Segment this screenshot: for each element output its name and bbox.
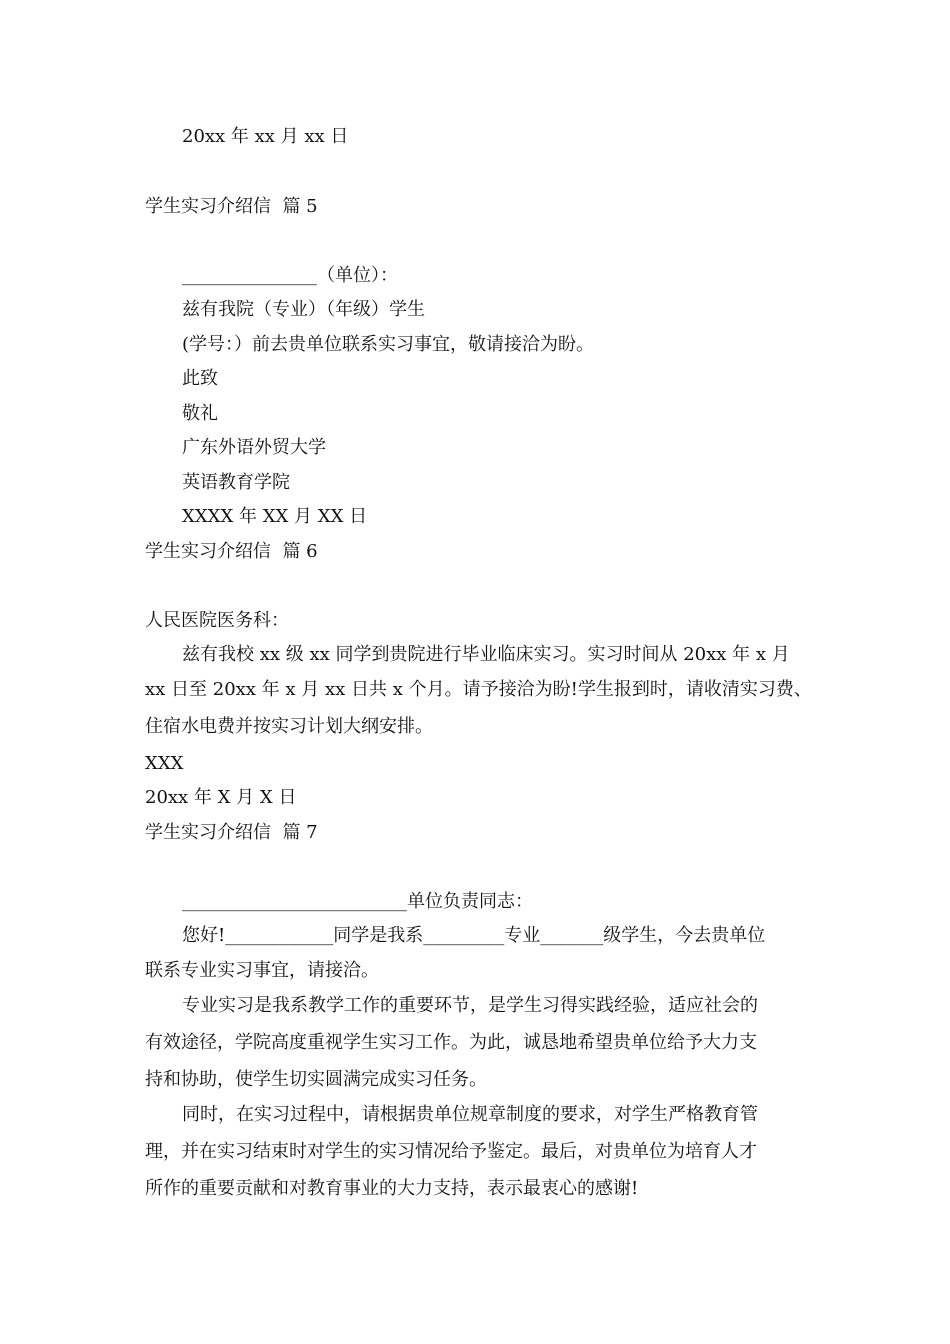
s7-body-line: 持和协助，使学生切实圆满完成实习任务。 bbox=[145, 1069, 487, 1090]
s7-body-line: 理，并在实习结束时对学生的实习情况给予鉴定。最后，对贵单位为培育人才 bbox=[145, 1141, 757, 1162]
s5-closing-line: 敬礼 bbox=[182, 403, 218, 424]
section-5-heading: 学生实习介绍信 篇 5 bbox=[145, 196, 318, 217]
s6-signer: XXX bbox=[145, 753, 184, 774]
s5-addressee-line: _______________（单位）： bbox=[182, 265, 398, 286]
s6-body-line: xx 日至 20xx 年 x 月 xx 日共 x 个月。请予接洽为盼!学生报到时，请收清实习费、 bbox=[145, 679, 812, 700]
section-7-heading: 学生实习介绍信 篇 7 bbox=[145, 822, 318, 843]
s7-body-line: 专业实习是我系教学工作的重要环节，是学生习得实践经验，适应社会的 bbox=[182, 995, 758, 1016]
s7-body-line: 所作的重要贡献和对教育事业的大力支持，表示最衷心的感谢! bbox=[145, 1178, 639, 1199]
s7-body-line: 有效途径，学院高度重视学生实习工作。为此，诚恳地希望贵单位给予大力支 bbox=[145, 1032, 757, 1053]
section-6-heading: 学生实习介绍信 篇 6 bbox=[145, 541, 318, 562]
s6-salutation: 人民医院医务科： bbox=[145, 610, 289, 631]
s7-addressee-line: _________________________单位负责同志： bbox=[182, 891, 533, 912]
s5-body-line: (学号：）前去贵单位联系实习事宜，敬请接洽为盼。 bbox=[182, 334, 595, 355]
s6-date: 20xx 年 X 月 X 日 bbox=[145, 787, 297, 808]
s5-date-line: XXXX 年 XX 月 XX 日 bbox=[182, 506, 368, 527]
s7-body-line: 同时，在实习过程中，请根据贵单位规章制度的要求，对学生严格教育管 bbox=[182, 1104, 758, 1125]
s6-body-line: 兹有我校 xx 级 xx 同学到贵院进行毕业临床实习。实习时间从 20xx 年 x 月 bbox=[182, 644, 790, 665]
s5-signer-line: 英语教育学院 bbox=[182, 472, 290, 493]
s6-body-line: 住宿水电费并按实习计划大纲安排。 bbox=[145, 716, 433, 737]
top-date: 20xx 年 xx 月 xx 日 bbox=[182, 126, 349, 147]
s7-body-line: 您好!____________同学是我系_________专业_______级学生，今去贵单位 bbox=[182, 925, 766, 946]
s5-closing-line: 此致 bbox=[182, 368, 218, 389]
s7-body-line: 联系专业实习事宜，请接洽。 bbox=[145, 960, 379, 981]
s5-signer-line: 广东外语外贸大学 bbox=[182, 437, 326, 458]
s5-body-line: 兹有我院（专业）（年级）学生 bbox=[182, 299, 425, 320]
